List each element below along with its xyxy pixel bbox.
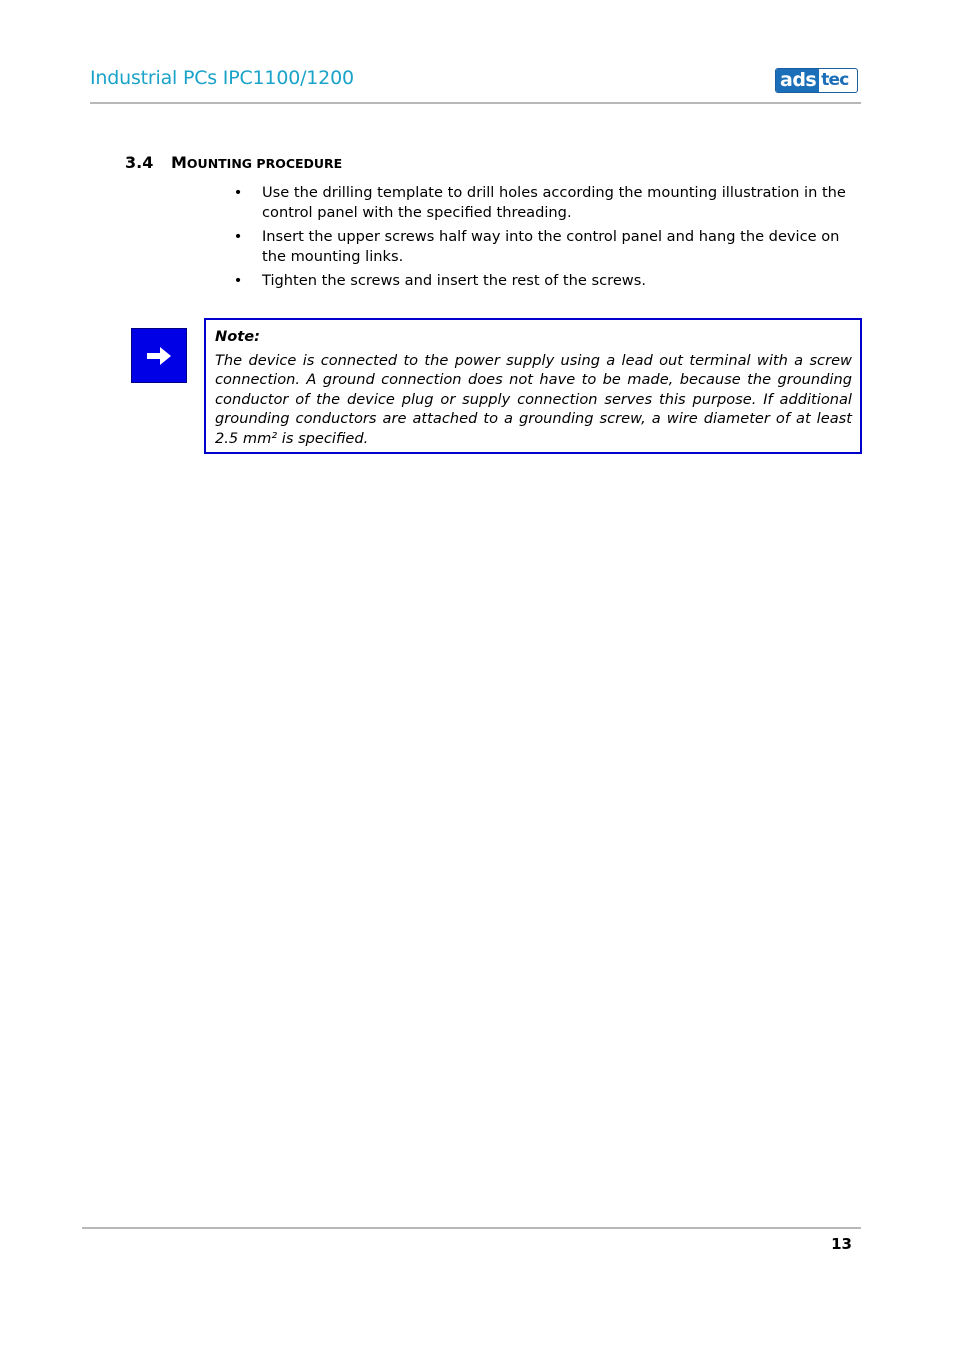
page-header-title: Industrial PCs IPC1100/1200 xyxy=(90,67,354,89)
note-box xyxy=(204,318,862,454)
section-title-initial: M xyxy=(171,153,187,172)
header-divider xyxy=(90,102,861,104)
list-item-text: Use the drilling template to drill holes according the mounting illustration in the control panel with the specified threading. xyxy=(262,184,846,221)
note-title: Note: xyxy=(215,328,260,345)
list-item xyxy=(232,271,857,291)
section-title-rest: OUNTING PROCEDURE xyxy=(186,156,343,171)
logo-text-ads: ads xyxy=(776,69,819,92)
list-item xyxy=(232,227,857,266)
section-number: 3.4 xyxy=(125,153,154,172)
ads-tec-logo xyxy=(775,68,858,93)
procedure-list xyxy=(232,183,857,296)
footer-divider xyxy=(82,1227,861,1229)
bullet-icon: • xyxy=(233,228,243,245)
bullet-icon: • xyxy=(233,272,243,289)
list-item xyxy=(232,183,857,222)
note-text: The device is connected to the power supply using a lead out terminal with a screw connection. A ground connection does not have to be made, because the grounding conductor of the device plug or supply connection serves this purpose. If additional grounding conductors are attached to a grounding screw, a wire diameter of at least 2.5 mm² is specified. xyxy=(215,351,852,447)
section-heading xyxy=(125,153,342,172)
bullet-icon: • xyxy=(233,184,243,201)
list-item-text: Insert the upper screws half way into the control panel and hang the device on the mounting links. xyxy=(262,228,840,265)
logo-text-tec: tec xyxy=(821,70,849,90)
page-number: 13 xyxy=(831,1235,852,1253)
arrow-right-icon xyxy=(131,328,187,383)
list-item-text: Tighten the screws and insert the rest of the screws. xyxy=(262,272,646,289)
